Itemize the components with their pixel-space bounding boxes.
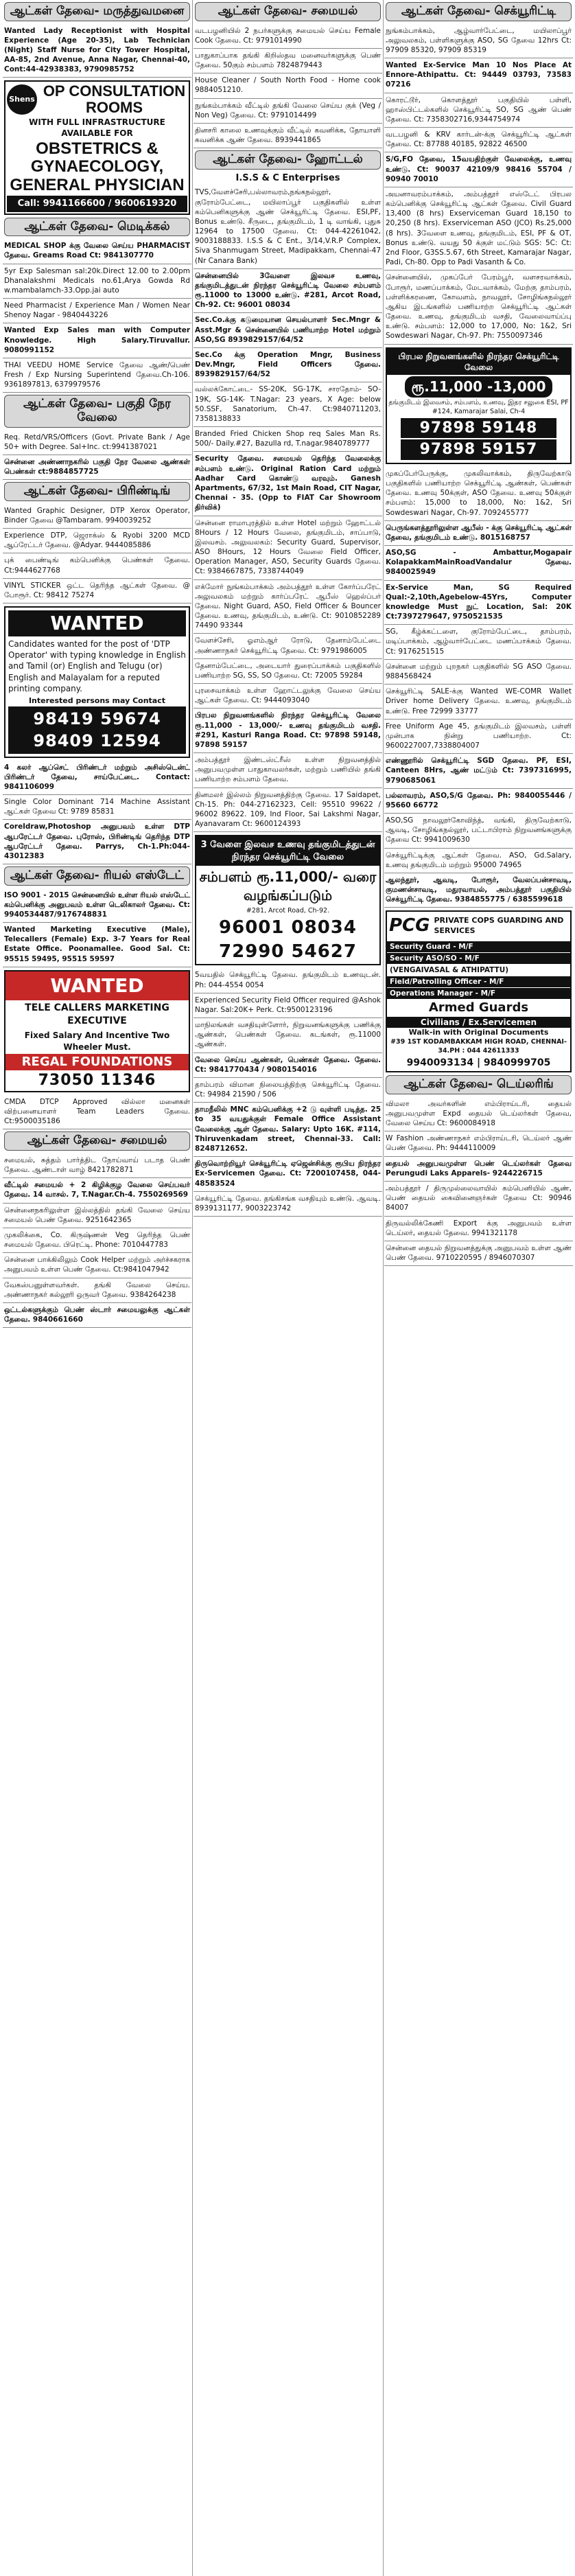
classified-ad: VINYL STICKER ஒட்ட தெரிந்த ஆட்கள் தேவை. @ போரூர். Ct: 98412 75274 [3,579,191,603]
classified-ad: 4 கலர் ஆப்செட் பிரிண்டர் மற்றும் அசிஸ்டென்ட் பிரிண்டர் தேவை, சாய்பேட்டை. Contact: 9841106099 [3,761,191,796]
classified-ad: S/G,FO தேவை, 15வயதிற்குள் வேலைக்கு, உணவு உண்டு. Ct: 90037 42109/9 98416 55704 / 90940 70010 [384,152,573,187]
classified-ad: ASO,SG நாவலூர்கோவிந்த், வங்கி, திருவேற்காடு, ஆவடி, சோழிங்கநல்லூர், பட்டாபிராம் நிறுவனங்களுக்கு தேவை Ct: 9941009630 [384,814,573,849]
armed-sub: Civilians / Ex.Servicemen [387,1017,570,1028]
prom-title: பிரபல நிறுவனங்களில் நிரந்தர செக்யூரிட்டி வேலை [387,349,570,375]
classified-ad: வல்லக்கோட்டை- SS-20K, SG-17K, சாரதோம்- SO-19K, SG-14K- T.Nagar: 23 years, X Age: below 50.SSF, Sanatorium, Ch-47. Ct:9840711203, 7358138833 [193,382,382,427]
classified-ad: சென்னை மற்றும் புறநகர் பகுதிகளில் SG ASO தேவை. 9884568424 [384,660,573,685]
classified-ad: ஒட்டல்களுக்கும் பெண் ஸ்டார் சமையலுக்கு ஆட்கள் தேவை. 9840661660 [3,1303,191,1328]
classified-ad: Sec.Co.க்கு கடுமையான செயல்பாளர் Sec.Mngr & Asst.Mgr & சென்னையில் பணியாற்ற Hotel மற்றும் ASO,SG 8939829157/64/52 [193,313,382,348]
section-header: ஆட்கள் தேவை- மெடிக்கல் [4,218,190,237]
dtp-wanted-ad [4,606,190,757]
regal-roles: TELE CALLERS MARKETING EXECUTIVE [25,1002,169,1026]
wanted-phone-1: 98419 59674 [33,709,161,728]
pcg-role-1: Security Guard - M/F [387,941,570,952]
column-3 [384,0,573,2576]
armed-address: #39 1ST KODAMBAKKAM HIGH ROAD, CHENNAI-34.PH : 044 42611333 [390,1037,567,1055]
permanent-security-box [386,347,572,464]
classified-ad: தாமநீலில் MNC கம்பெனிக்கு +2 டு வுள்ளி படித்த. 25 to 35 வயதுக்குள் Female Office Assistant வேலைக்கு ஆள் தேவை. Salary: Upto 16K. #114, Thiruvenkadam street, Chennai-33. Call: 8248712652. [193,1103,382,1157]
classified-ad: நுங்கம்பாக்கம் வீட்டில் தங்கி வேலை செய்ய குக் (Veg / Non Veg) தேவை. Ct: 9791014499 [193,99,382,124]
classified-ad: செக்யூரிட்டி தேவை. தங்கிசங்க வசதியும் உண்டு. ஆவடி. 8939131177, 9003223742 [193,1192,382,1217]
section-header: ஆட்கள் தேவை- பிரிண்டிங் [4,482,190,501]
classified-ad: சென்னை பாக்கிலிலும் Cook Helper மற்றும் அர்ச்சகராக அனுபவம் உள்ள பெண் தேவை. Ct:9841047942 [3,1253,191,1278]
armed-phones: 9940093134 | 9840999705 [406,1057,551,1069]
op-subtitle: WITH FULL INFRASTRUCTURE AVAILABLE FOR [29,117,165,138]
classified-ad: சென்னைநகரிலுள்ள இல்லத்தில் தங்கி வேலை செய்ய சமையல் பெண் தேவை. 9251642365 [3,1204,191,1228]
section-header: ஆட்கள் தேவை- சமையல் [195,2,381,21]
section-header: ஆட்கள் தேவை- சமையல் [4,1131,190,1151]
regal-name: REGAL FOUNDATIONS [5,1054,189,1070]
classified-ad: முகப்பேர்பேருக்கு, முகலிவாக்கம், திருவேற்காடு பகுதிகளில் பணியாற்ற செக்யூரிட்டி ஆண்கள், பெண்கள் தேவை. உணவு 50க்குள், ASO தேவை. உணவு 50க்குள் சம்பளம்: 15,000 to 18,000, No: 1&2, Sri Sowdeswari Nagar, Ch-97. 7092455777 [384,467,573,521]
pcg-role-3: Field/Patrolling Officer - M/F [387,976,570,987]
prom-salary-wrap [387,375,570,399]
classified-ad: CMDA DTCP Approved வில்லா மனைகள் விற்பனையாளர் Team Leaders தேவை. Ct:9500035186 [3,1095,191,1130]
regal-phone: 73050 11346 [38,1072,156,1090]
pcg-role-2: Security ASO/SO - M/F [387,953,570,964]
classified-ad: Experience DTP, ஜெராக்ஸ் & Ryobi 3200 MCD ஆப்ரேட்டர் தேவை. @Adyar. 9444085886 [3,529,191,553]
op-call: Call: 9941166600 / 9600619320 [7,196,187,212]
classified-ad: Wanted Graphic Designer, DTP Xerox Operator, Binder தேவை @Tambaram. 9940039252 [3,504,191,529]
classified-ad: மாநிலங்கள் வசதியுள்ளோர், நிறுவனங்களுக்கு பணிக்கு ஆண்கள், பெண்கள் தேவை. கடங்கள், ரூ.11000 ஆண்கள். [193,1018,382,1053]
pcg-location: (VENGAIVASAL & ATHIPATTU) [390,965,509,974]
column-divider [383,0,384,2576]
classified-ad: Coreldraw,Photoshop அனுபவம் உள்ள DTP ஆபரேட்டர் தேவை. புரோஸ், பிரிண்டிங் தெரிந்த DTP ஆபரேட்டர் தேவை. Parrys, Ch-1.Ph:044- 43012383 [3,820,191,864]
classified-ad: ASO,SG - Ambattur,Mogapair KolapakkamMainRoadVandalur தேவை. 9840025949 [384,546,573,581]
classified-ad: THAI VEEDU HOME Service தேவை ஆண்/பெண் Fresh / Exp Nursing Superintend தேவை.Ch-106. 9361897813, 6379979576 [3,358,191,393]
classified-ad: திருவொற்றியூர் செக்யூரிட்டி ஏஜென்சிக்கு ரூபிய நிரந்தர Ex-Servicemen தேவை. Ct: 7200107458, 044-48583524 [193,1157,382,1192]
classified-ad: சென்னை அண்ணாநகரில் பகுதி நேர வேலை ஆண்கள் பெண்கள் ct:9884857725 [3,455,191,480]
classified-ad: தையல் அனுபவமுள்ள பெண் டெய்லர்கள் தேவை Perungudi Laks Apparels- 9244226715 [384,1157,573,1182]
op-consultation-ad [4,80,190,214]
classified-ad: Need Pharmacist / Experience Man / Women Near Shenoy Nagar - 9840443226 [3,299,191,323]
armed-walkin: Walk-in with Original Documents [408,1027,549,1037]
classified-ad: பாதுகாப்பாக தங்கி கிறிஸ்தவ மனைவர்களுக்கு பெண் தேவை. 50கும் சம்பளம் 7824879443 [193,49,382,73]
wanted-title: WANTED [8,610,186,636]
security-job-box [195,835,381,965]
box-salary: சம்பளம் ரூ.11,000/- வரை வழங்கப்படும் [199,869,377,904]
regal-foundations-ad [4,970,190,1092]
armed-title: Armed Guards [428,1000,529,1015]
column-2 [193,0,382,2576]
classified-ad: பெருங்களத்தூரிலுள்ள ஆபீஸ் - க்கு செக்யூரிட்டி ஆட்கள் தேவை, தங்குமிடம் உண்டு. 8015168757 [384,521,573,546]
classified-ad: சென்னையில் 3வேளை இலவச உணவு, தங்குமிடத்துடன் நிரந்தர செக்யூரிட்டி வேலை சம்பளம் ரூ.11000 to 13000 உண்டு. #281, Arcot Road, Ch-92. Ct: 96001 08034 [193,269,382,314]
wanted-phone-2: 98409 12594 [33,731,161,751]
classified-ad: Experienced Security Field Officer required @Ashok Nagar. Sal:20K+ Perk. Ct:9500123196 [193,993,382,1018]
op-specialities: OBSTETRICS & GYNAECOLOGY, GENERAL PHYSICIAN [10,139,185,194]
classified-ad: முகலிக்கை, Co. கிருஷ்ணன் Veg தெரிந்த பெண் சமையல் தேவை. பிரெட்டி. Phone: 7010447783 [3,1228,191,1253]
wanted-body: Candidates wanted for the post of 'DTP Operator' with typing knowledge in English and Tamil (or) English and Telugu (or) English and Malayalam for a reputed printing company. [8,639,186,693]
classified-ad: வேளச்சேரி, ஓஎம்ஆர் ரோடு, தேனாம்பேட்டை அண்ணாநகர் செக்யூரிட்டி தேவை. Ct: 9791986005 [193,634,382,658]
classified-ad: Req. Retd/VRS/Officers (Govt. Private Bank / Age 50+ with Degree. Sal+Inc. ct:9941387021 [3,430,191,455]
box-address: #281, Arcot Road, Ch-92. [246,907,330,915]
classified-ad: செக்யூரிட்டிக்கு ஆட்கள் தேவை. ASO, Gd.Salary, உணவு தங்குமிடம் மற்றும் 95000 74965 [384,849,573,873]
classified-ad: வடபழனி & KRV கார்டன்-க்கு செக்யூரிட்டி ஆட்கள் தேவை. Ct: 87788 40185, 92822 46500 [384,128,573,152]
classified-ad: Security தேவை. சமையல் தெரிந்த வேலைக்கு சம்பளம் உண்டு. Original Ration Card மற்றும் Aadhar Card கொண்டு வரவும். Ganesh Apartments, 67/32, 1st Main Road, CIT Nagar, Chennai - 35. (Opp to FIAT Car Showroom திர்விக்) [193,452,382,516]
pcg-logo: PCG [389,915,430,936]
classified-ad: எக்மோர் நுங்கம்பாக்கம் அம்பத்தூர் உள்ள கோர்ப்பரேட் அலுவலகம் மற்றும் கார்ப்பரேட் ஆபீஸ் ஹெல்ப்பர் தேவை. Night Guard, ASO, Field Officer & Bouncer தேவை. உணவு, தங்குமிடம், உண்டு. Ct: 9010852289 74490 93344 [193,580,382,634]
iss-name: I.S.S & C Enterprises [235,172,340,183]
section-header: ஆட்கள் தேவை- பகுதி நேர வேலை [4,395,190,427]
classified-ad: சமையல், சுத்தம் பார்த்திட நோய்வாய் படாத பெண் தேவை. ஆண்டாள் வாழ் 8421782871 [3,1153,191,1178]
section-header: ஆட்கள் தேவை- செக்யூரிட்டி [386,2,572,21]
wanted-interested: Interested persons may Contact [28,695,166,705]
box-phone-2: 72990 54627 [219,941,357,963]
classified-ad: House Cleaner / South North Food - Home cook 9884051210. [193,73,382,98]
classified-ad: செக்யூரிட்டி SALE-க்கு Wanted WE-COMR Wallet Driver home Delivery தேவை. உணவு, தங்குமிடம் உண்டு. Free 72999 33777 [384,685,573,720]
classified-ad: Sec.Co க்கு Operation Mngr, Business Dev.Mngr, Field Officers தேவை. 8939829157/64/52 [193,348,382,383]
pcg-title: PRIVATE COPS GUARDING AND SERVICES [434,916,564,935]
classified-ad: Wanted Ex-Service Man 10 Nos Place At Ennore-Athipattu. Ct: 94449 03793, 73583 07216 [384,58,573,93]
classified-ad: Single Color Dominant 714 Machine Assistant ஆட்கள் தேவை Ct: 9789 85831 [3,795,191,820]
prom-phone-1: 97898 59148 [401,418,556,439]
regal-incentive: Fixed Salary And Incentive Two Wheeler Must. [24,1031,170,1052]
column-1 [3,0,191,2576]
classified-ad: திருவல்லிக்கேணி Export க்கு அனுபவம் உள்ள டெய்லர், தையல் தேவை. 9941321178 [384,1217,573,1241]
classified-ad: வீட்டில் சமையல் + 2 கிழிக்குழ வேலை செய்பவர் தேவை. 14 வாசல். 7, T.Nagar.Ch-4. 7550269569 [3,1178,191,1203]
classified-ad: வேலை செய்ய ஆண்கள், பெண்கள் தேவை. தேவை. Ct: 9841770434 / 9080154016 [193,1053,382,1078]
classified-ad: 5yr Exp Salesman sal:20k.Direct 12.00 to 2.00pm Dhanalakshmi Medicals no.61,Arya Gowda Rd w.mambalamch-33.Opp.jai auto [3,264,191,299]
column-divider [192,0,193,2576]
classified-ad: Wanted Lady Receptionist with Hospital Experience (Age 20-35), Lab Technician (Night) Staff Nurse for City Tower Hospital, AA-85, 2nd Avenue, Anna Nagar, Chennai-40, Cont:44-42938383, 9790985752 [3,24,191,78]
classified-ad: Wanted Exp Sales man with Computer Knowledge. High Salary.Tiruvallur. 9080991152 [3,323,191,358]
classified-ad: எண்ணூரில் செக்யூரிட்டி SGD தேவை. PF, ESI, Canteen 8Hrs, ஆண் மட்டும் Ct: 7397316995, 9790685061 [384,754,573,789]
box-phone-1: 96001 08034 [219,917,357,939]
classified-ad: தேனாம்பேட்டை, அடையார் துரைப்பாக்கம் பகுதிகளில் பணியாற்ற SG, SS, SO தேவை. Ct: 72005 59284 [193,659,382,684]
classified-ad: சென்னை ராமாபுரத்தில் உள்ள Hotel மற்றும் ஹோட்டல் 8Hours / 12 Hours வேலை, தங்குமிடம், சாப்பாடு, இலவசம். அலுவலகம்: Security Guard, Supervisor, ASO 8Hours, 12 Hours வேலை Field Officer, Operation Manager, ASO, Security Guards தேவை. Ct: 9384667875, 7338744049 [193,516,382,580]
classified-ad: பிரபல நிறுவனங்களில் நிரந்தர செக்யூரிட்டி வேலை ரூ.11,000 - 13,000/- உணவு தங்குமிடம் வசதி. #291, Kasturi Ranga Road. Ct: 97898 59148, 97898 59157 [193,709,382,753]
classified-ad: வேகஸ்பனுள்ளவர்கள். தங்கி வேலை செய்ய. அண்ணாநகர் கல்லூரி ஒருவர் தேவை. 9384264238 [3,1278,191,1303]
classified-ad: Branded Fried Chicken Shop req Sales Man Rs. 500/- Daily.#27, Bazulla rd, T.nagar.9840789777 [193,427,382,452]
classified-ad: புரசைவாக்கம் உள்ள ஹோட்டலுக்கு வேலை செய்ய ஆட்கள் தேவை. Ct: 9444093040 [193,684,382,709]
classified-ad: விமலா அவர்களின் எம்பிராய்டரி, தையல் அனுபவமுள்ள Expd தையல் டெய்லர்கள் தேவை, வேலை செய்ய Ct: 9600084918 [384,1097,573,1132]
pcg-role-4: Operations Manager - M/F [387,988,570,999]
classified-ad: TVS,வேளச்சேரி,பல்லாவரம்,நங்கநல்லூர், குரோம்பேட்டை, மயிலாப்பூர் பகுதிகளில் உள்ள கம்பெனிகளுக்கு ஆண் செக்யூரிட்டி தேவை. ESI,PF, Bonus உண்டு. சீருடை, தங்குமிடம், 1 டி வாங்கி, புதுசு 12964 to 17500 தேவை. Ct: 044-42261042, 9003188833. I.S.S & C Ent., 3/14,V.R.P Complex, Siva Shanmugam Street, Madipakkam, Chennai-47 (Nr Canara Bank) [193,185,382,268]
section-header: ஆட்கள் தேவை- டெய்லரிங் [386,1075,572,1094]
classified-ad: ஆலந்தூர், ஆவடி, போரூர், வேலப்பன்சாவடி, குமணன்சாவடி, மதுரவாயல், அம்பத்தூர் பகுதியில் செக்யூரிட்டி தேவை. 9384855775 / 6385599618 [384,873,573,908]
prom-phone-2: 97898 59157 [401,439,556,460]
classified-ad: புக் பைண்டிங் கம்பெனிக்கு பெண்கள் தேவை. Ct:9444627768 [3,553,191,578]
section-header: ஆட்கள் தேவை- ரியல் எஸ்டேட் [4,866,190,886]
classified-ad: Free Uniform Age 45, தங்குமிடம் இலவசம், பள்ளி முன்பாக நின்று பணியாற்ற. Ct: 9600227007,7338804007 [384,720,573,755]
classified-ad: சென்னையில், முகப்பேர் பேரம்பூர், வளசரவாக்கம், போரூர், மணப்பாக்கம், மேடவாக்கம், மேற்கு தாம்பரம், பள்ளிக்கரணை, கோவளம், நாவலூர், சோழிங்கநல்லூர் ஆகிய இடங்களில் பணியாற்ற செக்யூரிட்டி ஆட்கள் தேவை. உணவு, தங்குமிடம் வசதி, வேலைவாய்ப்பு உண்டு. சம்பளம்: 12,000 to 17,000, No: 1&2, Sri Sowdeswari Nagar, Ch-97. Ph: 7550097346 [384,271,573,344]
pcg-header [387,912,570,940]
section-header: ஆட்கள் தேவை- ஹோட்டல் [195,150,381,170]
classified-ad: பல்லாவரம், ASO,S/G தேவை. Ph: 9840055446 / 95660 66772 [384,789,573,814]
classified-ad: ISO 9001 - 2015 சென்னையில் உள்ள ரியல் எஸ்டேட் கம்பெனிக்கு அனுபவம் உள்ள டெலிகாலர் தேவை. Ct: 9940534487/9176748831 [3,888,191,923]
prom-salary: ரூ.11,000 -13,000 [405,376,553,398]
classified-ad: அம்பத்தூர் / திருமுல்லைவாயில் கம்பெனியில் ஆண், பெண் தையல் கைவினைஞர்கள் தேவை Ct: 90946 84007 [384,1182,573,1217]
classified-ad: SG, கீழ்க்கட்டளை, குரோம்பேட்டை, தாம்பரம், மடிப்பாக்கம், ஆழ்வார்பேட்டை மணப்பாக்கம் தேவை. Ct: 9176251515 [384,625,573,660]
pcg-ad [386,910,572,1072]
section-header: ஆட்கள் தேவை- மருத்துவமனை [4,2,190,21]
classified-ad: அம்பத்தூர் இண்டஸ்ட்ரீஸ் உள்ள நிறுவனத்தில் அனுபவமுள்ள பாதுகாவலர்கள், மற்றும் பணியில் தங்கி பணியாற்ற சம்பளம் தேவை. [193,753,382,788]
classified-ad: அயனாவரம்பாக்கம், அம்பத்தூர் எஸ்டேட் பிரபல கம்பெனிக்கு செக்யூரிட்டி ஆட்கள் தேவை. Civil Guard 13,400 (8 hrs) Exserviceman Guard 18,150 to 20,250 (8 hrs). Exserviceman ASO (JCO) Rs.25,000 (8 hrs). 3வேளை உணவு, தங்குமிடம், ESI, PF & OT, Bonus உண்டு. வயது 50 க்குள் மட்டும் SGS: 5C: Ct: 2nd Floor, G3SS.5.67, 6th Street, Kamarajar Nagar, Padi, Ch-80. Opp to Padi Vasanth & Co. [384,187,573,271]
classified-ad: வடபழனியில் 2 நபர்களுக்கு சமையல் செய்ய Female Cook தேவை. Ct: 9791014990 [193,24,382,49]
classified-ad: தினசரி காலை உணவுக்கும் வீட்டில் கவனிக்க, தோயாளி கவனிக்க ஆண் தேவை. 8939441865 [193,124,382,148]
prom-address: #124, Kamarajar Salai, Ch-4 [432,407,526,415]
classified-ad: 5வயதில் செக்யூரிட்டி தேவை. தங்குமிடம் உணவுடன். Ph: 044-4554 0054 [193,968,382,993]
classified-ad: W Fashion அண்ணாநகர் எம்பிராய்டரி, டெய்லர் ஆண் பெண் தேவை. Ph: 9444110009 [384,1131,573,1156]
box-top: 3 வேளை இலவச உணவு தங்குமிடத்துடன் நிரந்தர செக்யூரிட்டி வேலை [196,836,379,866]
classified-ad: கொரட்டூர், கொளத்தூர் பகுதியில் பள்ளி, ஹாஸ்பிட்டல்களில் செக்யூரிட்டி SO, SG ஆண் பெண் தேவை. Ct: 7358302716,9344754974 [384,93,573,128]
classified-ad: தினமலர் இல்லம் நிறுவனத்திற்கு தேவை. 17 Saidapet, Ch-15. Ph: 044-27162323, Cell: 95510 99622 / 96002 89622. 109, Ind Floor, Sai Lakshmi Nagar, Ayanavaram Ct: 9600124393 [193,788,382,833]
classified-ad: MEDICAL SHOP க்கு வேலை செய்ய PHARMACIST தேவை. Greams Road Ct: 9841307770 [3,239,191,264]
classified-ad: நுங்கம்பாக்கம், ஆழ்வார்பேட்டை, மயிலாப்பூர் அலுவலகம், பள்ளிகளுக்கு ASO, SG தேவை 12hrs Ct: 97909 85320, 97909 85319 [384,24,573,59]
classified-ad: Ex-Service Man, SG Required Qual:-2,10th,Agebelow-45Yrs, Computer knowledge Must நுட் Location, Sal: 20K Ct:7397279647, 9750521535 [384,581,573,625]
classified-ad: Wanted Marketing Executive (Male), Telecallers (Female) Exp. 3-7 Years for Real Estate Office. Poonamallee. Good Sal. Ct: 95515 59495, 95515 59597 [3,923,191,967]
wanted-phones [8,706,186,754]
shens-logo: Shens [7,84,37,115]
regal-wanted: WANTED [5,971,189,1000]
prom-sub: தங்குமிடம் இலவசம், சம்பளம், உணவு, இதர சலுகை ESI, PF [388,398,569,406]
classified-ad: சென்னை தையல் நிறுவனத்துக்கு அனுபவம் உள்ள ஆண் பெண் தேவை. 9710220595 / 8946070307 [384,1241,573,1266]
classified-ad: தாம்பரம் விமான நிலையத்திற்கு செக்யூரிட்டி தேவை. Ct: 94984 21590 / 506 [193,1078,382,1103]
op-title: OP CONSULTATION ROOMS [43,82,186,116]
